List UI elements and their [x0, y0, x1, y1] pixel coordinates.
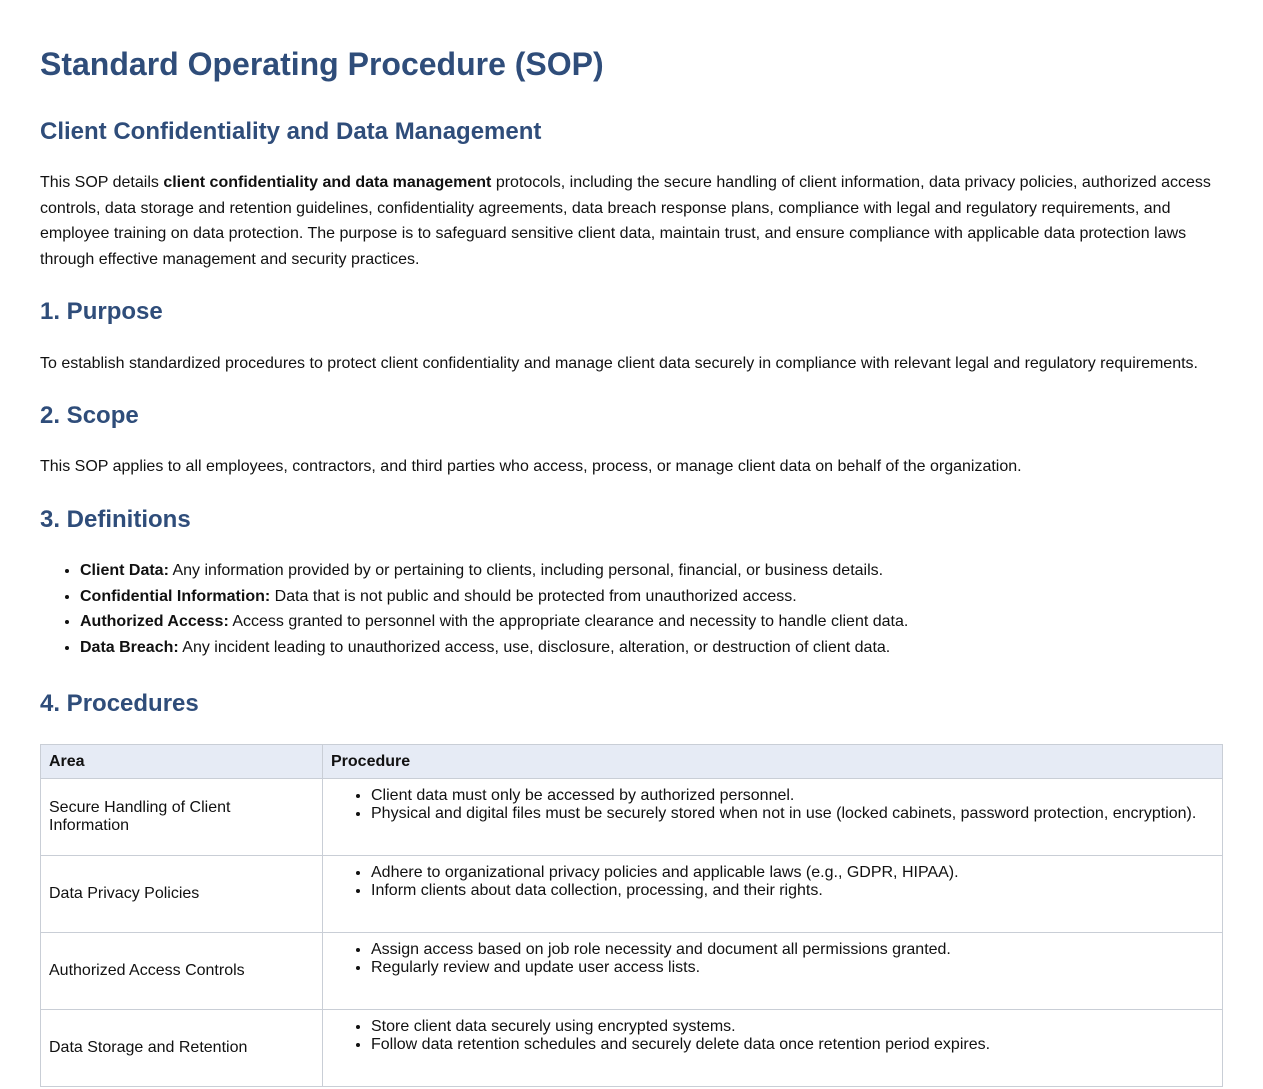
definition-item	[80, 635, 1180, 661]
procedure-step: • Physical and digital files must be securely stored when not in use (locked cabinets, password protection, encryption).	[371, 805, 1214, 823]
table-row	[41, 779, 1223, 856]
definition-term: Client Data:	[80, 562, 169, 579]
intro-paragraph	[40, 170, 1225, 272]
definition-term: Data Breach:	[80, 638, 179, 656]
section-heading-purpose: 1. Purpose	[40, 298, 163, 325]
procedure-step: • Inform clients about data collection, processing, and their rights.	[371, 882, 1214, 900]
definition-item	[80, 584, 1180, 610]
table-row	[41, 856, 1223, 933]
procedure-cell	[323, 779, 1223, 856]
definition-text: Access granted to personnel with the appropriate clearance and necessity to handle client data.	[228, 613, 909, 631]
column-header-procedure: Procedure	[323, 745, 1223, 779]
table-header-row	[41, 745, 1223, 779]
section-heading-procedures: 4. Procedures	[40, 690, 199, 717]
document-title: Standard Operating Procedure (SOP)	[40, 46, 604, 82]
area-cell: Data Storage and Retention	[41, 1010, 323, 1087]
procedure-steps	[331, 787, 1214, 823]
definitions-list	[40, 558, 1180, 660]
intro-prefix: This SOP details	[40, 174, 164, 191]
table-row	[41, 933, 1223, 1010]
scope-text: This SOP applies to all employees, contractors, and third parties who access, process, or manage client data on behalf of the organization.	[40, 458, 1022, 475]
definition-text: Data that is not public and should be protected from unauthorized access.	[270, 587, 797, 605]
definition-term: Authorized Access:	[80, 613, 229, 631]
definition-text: Any incident leading to unauthorized access, use, disclosure, alteration, or destruction of client data.	[178, 638, 891, 656]
document-subtitle: Client Confidentiality and Data Management	[40, 118, 542, 145]
definition-text: Any information provided by or pertaining to clients, including personal, financial, or business details.	[168, 562, 884, 579]
procedure-step: • Adhere to organizational privacy policies and applicable laws (e.g., GDPR, HIPAA).	[371, 864, 1214, 882]
intro-bold: client confidentiality and data management	[163, 174, 492, 191]
procedure-step: • Follow data retention schedules and securely delete data once retention period expires.	[371, 1036, 1214, 1054]
procedure-step: • Store client data securely using encrypted systems.	[371, 1018, 1214, 1036]
column-header-area: Area	[41, 745, 323, 779]
definition-item	[80, 558, 1180, 584]
definition-term: Confidential Information:	[80, 587, 271, 605]
area-cell: Secure Handling of Client Information	[41, 779, 323, 856]
definition-item	[80, 609, 1180, 635]
procedure-steps	[331, 864, 1214, 900]
procedure-cell	[323, 856, 1223, 933]
area-cell: Data Privacy Policies	[41, 856, 323, 933]
procedure-steps	[331, 941, 1214, 977]
purpose-text: To establish standardized procedures to protect client confidentiality and manage client data securely in compliance with relevant legal and regulatory requirements.	[40, 355, 1198, 372]
procedure-step: • Regularly review and update user access lists.	[371, 959, 1214, 977]
procedure-steps	[331, 1018, 1214, 1054]
section-heading-scope: 2. Scope	[40, 402, 139, 429]
area-cell: Authorized Access Controls	[41, 933, 323, 1010]
procedure-step: • Assign access based on job role necessity and document all permissions granted.	[371, 941, 1214, 959]
section-heading-definitions: 3. Definitions	[40, 506, 191, 533]
procedure-cell	[323, 1010, 1223, 1087]
procedure-step: • Client data must only be accessed by authorized personnel.	[371, 787, 1214, 805]
intro-suffix: protocols, including the secure handling of client information, data privacy policies, authorized access controls, data storage and retention guidelines, confidentiality agreements, data breach response plans, compliance with legal and regulatory requirements, and employee training on data protection. The purpose is to safeguard sensitive client data, maintain trust, and ensure compliance with applicable data protection laws through effective management and security practices.	[40, 174, 1211, 268]
procedures-table	[40, 744, 1223, 1087]
procedure-cell	[323, 933, 1223, 1010]
table-row	[41, 1010, 1223, 1087]
